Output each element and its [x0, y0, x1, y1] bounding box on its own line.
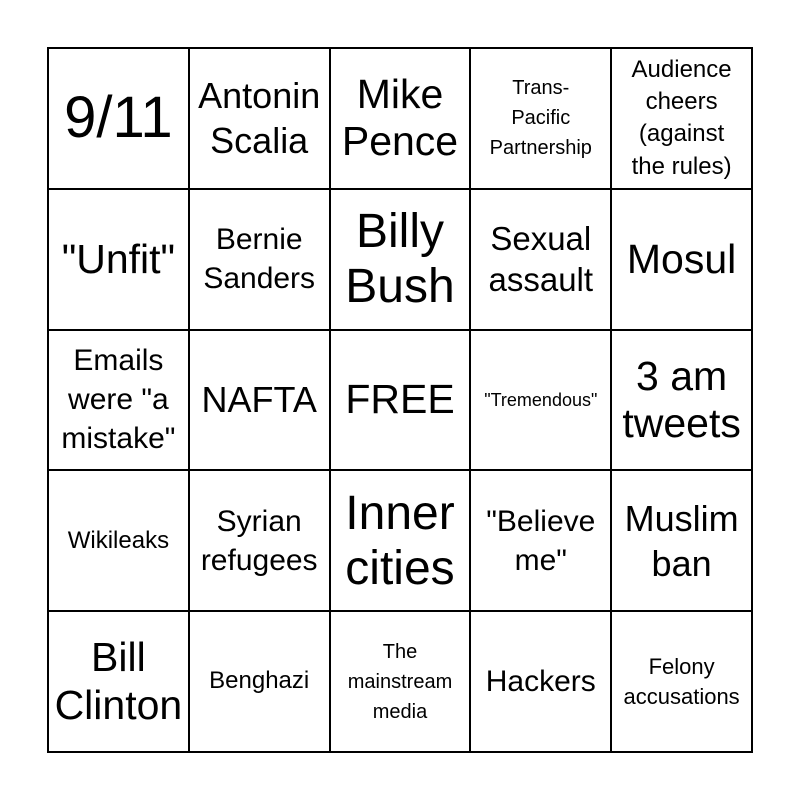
bingo-cell[interactable]: Benghazi [190, 612, 331, 753]
bingo-cell[interactable]: NAFTA [190, 331, 331, 472]
bingo-cell[interactable]: Audience cheers (against the rules) [612, 49, 753, 190]
bingo-cell[interactable]: Wikileaks [49, 471, 190, 612]
bingo-cell[interactable]: Muslim ban [612, 471, 753, 612]
bingo-cell[interactable]: Billy Bush [331, 190, 472, 331]
bingo-board [47, 47, 753, 753]
bingo-cell[interactable]: The mainstream media [331, 612, 472, 753]
bingo-cell[interactable]: Bill Clinton [49, 612, 190, 753]
bingo-cell[interactable]: Syrian refugees [190, 471, 331, 612]
bingo-cell[interactable]: "Unfit" [49, 190, 190, 331]
bingo-cell[interactable]: Felony accusations [612, 612, 753, 753]
bingo-cell[interactable]: Trans- Pacific Partnership [471, 49, 612, 190]
bingo-cell[interactable]: Emails were "a mistake" [49, 331, 190, 472]
bingo-cell[interactable]: "Tremendous" [471, 331, 612, 472]
bingo-cell[interactable]: Bernie Sanders [190, 190, 331, 331]
bingo-cell[interactable]: 3 am tweets [612, 331, 753, 472]
bingo-cell[interactable]: "Believe me" [471, 471, 612, 612]
bingo-cell[interactable]: Hackers [471, 612, 612, 753]
bingo-cell[interactable]: Sexual assault [471, 190, 612, 331]
bingo-cell[interactable]: Inner cities [331, 471, 472, 612]
bingo-cell[interactable]: Mosul [612, 190, 753, 331]
bingo-cell[interactable]: Antonin Scalia [190, 49, 331, 190]
free-space[interactable]: FREE [331, 331, 472, 472]
bingo-cell[interactable]: Mike Pence [331, 49, 472, 190]
bingo-cell[interactable]: 9/11 [49, 49, 190, 190]
